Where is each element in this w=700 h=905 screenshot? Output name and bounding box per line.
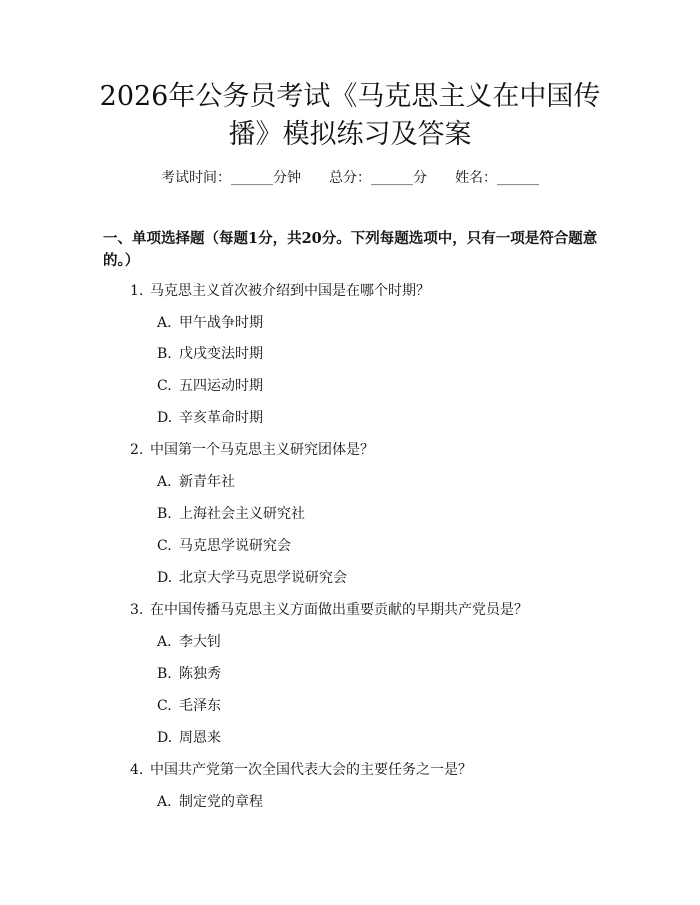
option-letter: C.: [157, 538, 172, 554]
option-text: 李大钊: [179, 634, 221, 650]
option-text: 周恩来: [179, 730, 221, 746]
question-text: 中国共产党第一次全国代表大会的主要任务之一是？: [150, 762, 472, 778]
option-letter: B.: [157, 506, 172, 522]
option-text: 甲午战争时期: [179, 315, 263, 331]
option-text: 北京大学马克思学说研究会: [179, 570, 347, 586]
question-3-option-a: [157, 632, 597, 652]
question-text: 马克思主义首次被介绍到中国是在哪个时期？: [150, 283, 430, 299]
question-text: 在中国传播马克思主义方面做出重要贡献的早期共产党员是？: [150, 602, 528, 618]
question-number: 1.: [130, 283, 144, 299]
option-text: 戊戌变法时期: [179, 346, 263, 362]
question-3-option-b: [157, 664, 597, 684]
option-letter: A.: [157, 794, 172, 810]
question-number: 2.: [130, 442, 144, 458]
question-3: [130, 600, 600, 620]
question-1-option-d: [157, 408, 597, 428]
question-3-option-c: [157, 696, 597, 716]
document-title: 2026年公务员考试《马克思主义在中国传播》模拟练习及答案: [99, 81, 601, 150]
option-letter: B.: [157, 666, 172, 682]
option-text: 陈独秀: [179, 666, 221, 682]
option-letter: D.: [157, 570, 173, 586]
question-2-option-d: [157, 568, 597, 588]
option-text: 五四运动时期: [179, 378, 263, 394]
question-1-option-a: [157, 313, 597, 333]
question-2-option-c: [157, 536, 597, 556]
question-4-option-a: [157, 792, 597, 812]
option-letter: A.: [157, 474, 172, 490]
total-score-field: 总分：______分: [329, 170, 427, 186]
option-letter: A.: [157, 315, 172, 331]
option-text: 制定党的章程: [179, 794, 263, 810]
section-heading: 一、单项选择题（每题1分，共20分。下列每题选项中，只有一项是符合题意的。）: [103, 230, 598, 269]
question-4: [130, 760, 600, 780]
exam-time-field: 考试时间：______分钟: [161, 170, 301, 186]
question-1: [130, 281, 600, 301]
question-text: 中国第一个马克思主义研究团体是？: [150, 442, 374, 458]
question-2: [130, 440, 600, 460]
exam-meta-line: [0, 168, 700, 188]
question-number: 3.: [130, 602, 144, 618]
option-letter: D.: [157, 730, 173, 746]
question-3-option-d: [157, 728, 597, 748]
option-letter: D.: [157, 410, 173, 426]
option-letter: C.: [157, 378, 172, 394]
option-text: 马克思学说研究会: [179, 538, 291, 554]
option-text: 新青年社: [179, 474, 235, 490]
option-text: 毛泽东: [179, 698, 221, 714]
name-field: 姓名：______: [455, 170, 539, 186]
question-2-option-b: [157, 504, 597, 524]
option-letter: C.: [157, 698, 172, 714]
question-number: 4.: [130, 762, 144, 778]
question-2-option-a: [157, 472, 597, 492]
option-text: 上海社会主义研究社: [179, 506, 305, 522]
question-1-option-c: [157, 376, 597, 396]
option-letter: A.: [157, 634, 172, 650]
question-1-option-b: [157, 344, 597, 364]
option-letter: B.: [157, 346, 172, 362]
option-text: 辛亥革命时期: [179, 410, 263, 426]
